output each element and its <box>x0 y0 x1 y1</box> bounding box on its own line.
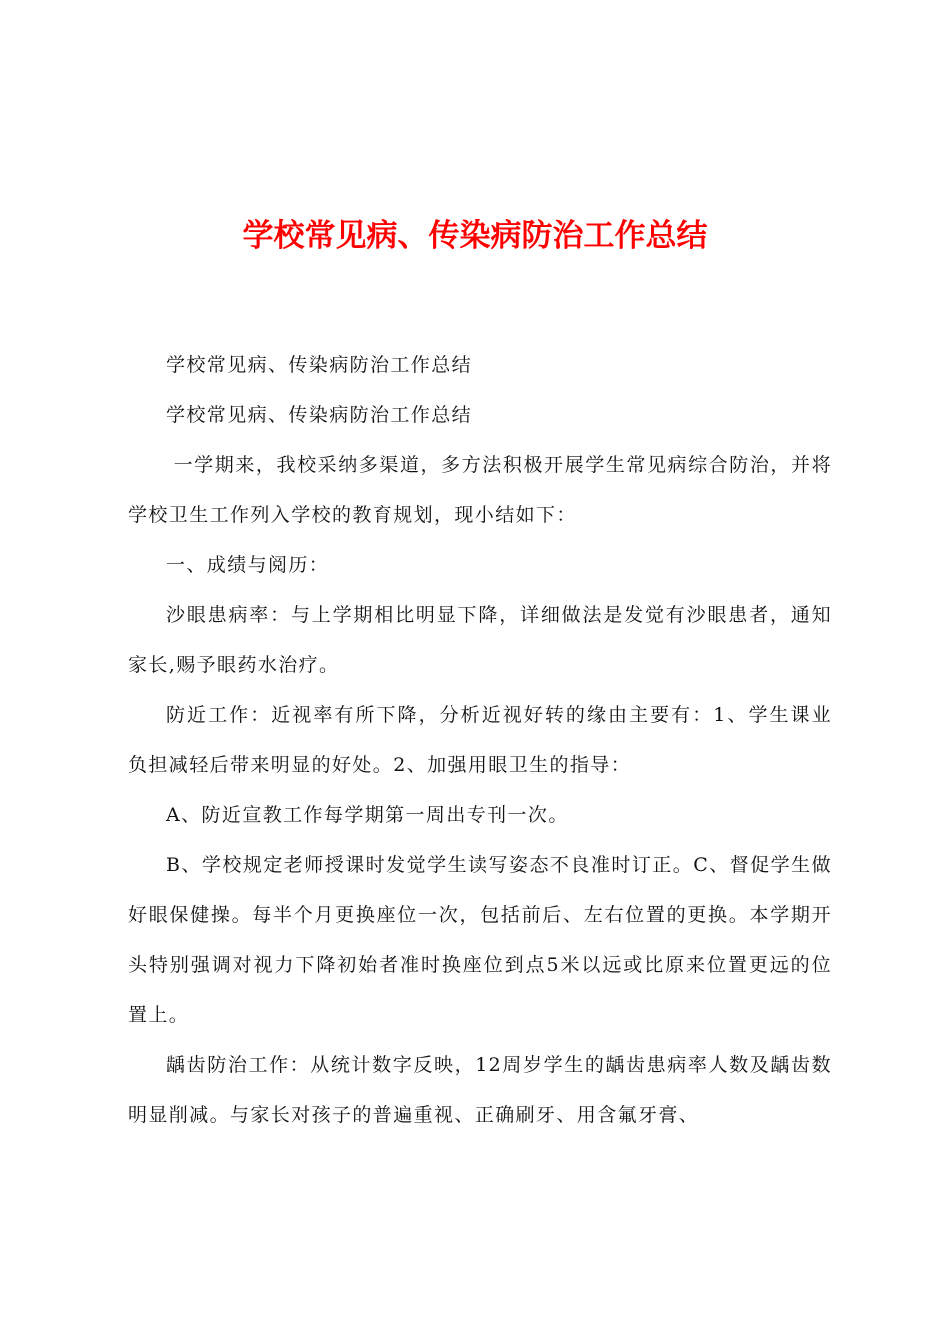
paragraph-subtitle-1: 学校常见病、传染病防治工作总结 <box>166 354 473 376</box>
document-body <box>128 340 832 1140</box>
document-title: 学校常见病、传染病防治工作总结 <box>242 218 708 254</box>
paragraph-intro: 一学期来，我校采纳多渠道，多方法积极开展学生常见病综合防治，并将学校卫生工作列入学校的教育规划，现小结如下： <box>128 454 832 526</box>
paragraph-item-b-c: B、学校规定老师授课时发觉学生读写姿态不良准时订正。C、督促学生做好眼保健操。每半个月更换座位一次，包括前后、左右位置的更换。本学期开头特别强调对视力下降初始者准时换座位到点5米以远或比原来位置更远的位置上。 <box>128 854 832 1026</box>
section-heading-achievements: 一、成绩与阅历： <box>166 554 330 576</box>
paragraph-dental-caries: 龋齿防治工作：从统计数字反映，12周岁学生的龋齿患病率人数及龋齿数明显削减。与家长对孩子的普遍重视、正确刷牙、用含氟牙膏、 <box>128 1054 832 1126</box>
paragraph-subtitle-2: 学校常见病、传染病防治工作总结 <box>166 404 473 426</box>
paragraph-trachoma: 沙眼患病率：与上学期相比明显下降，详细做法是发觉有沙眼患者，通知家长,赐予眼药水治疗。 <box>128 604 832 676</box>
paragraph-item-a: A、防近宣教工作每学期第一周出专刊一次。 <box>166 804 569 826</box>
paragraph-myopia: 防近工作：近视率有所下降，分析近视好转的缘由主要有：1、学生课业负担减轻后带来明显的好处。2、加强用眼卫生的指导： <box>128 704 832 776</box>
